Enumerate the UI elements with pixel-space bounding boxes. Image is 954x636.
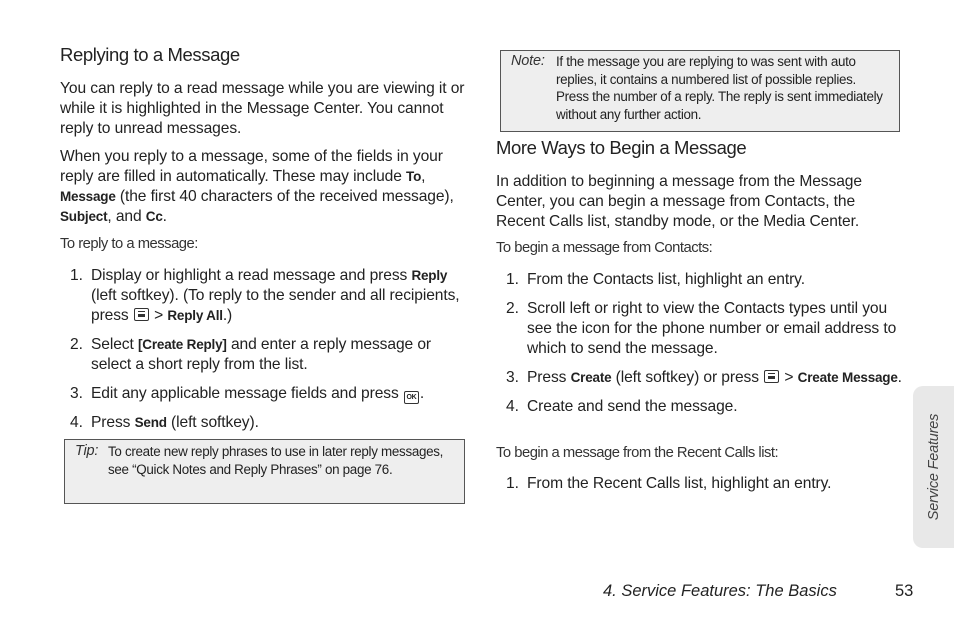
text-run: .) [222,307,233,324]
tip-label: Tip: [75,443,99,459]
text-run: . [897,369,902,386]
step-number: 1. [70,267,83,284]
text-run: , [421,168,426,185]
step-number: 4. [506,398,519,415]
menu-option-create-message: Create Message [797,370,898,385]
step-number: 3. [506,369,519,386]
list-item [496,299,908,359]
text-run: (left softkey). [166,414,259,431]
text-run: When you reply to a message, some of the fields in your reply are filled in automatically. These may include [60,148,443,185]
text-run: Create and send the message. [527,398,738,415]
page-number: 53 [895,582,914,600]
note-text: If the message you are replying to was sent with auto replies, it contains a numbered list of possible replies. Press the number of a reply. The reply is sent immediately without any further action. [556,54,883,122]
field-subject: Subject [60,209,108,224]
field-message: Message [60,189,116,204]
field-cc: Cc [145,209,163,224]
contacts-steps [496,270,908,417]
reply-steps [60,266,470,433]
section-side-tab [913,386,954,548]
text-run: Edit any applicable message fields and press [91,385,403,402]
text-run: . [419,385,425,402]
text-run: Press [527,369,571,386]
tip-box [64,439,465,504]
text-run: > [149,307,168,324]
text-run: > [780,369,798,386]
text-run: From the Contacts list, highlight an entry. [527,271,805,288]
text-run: From the Recent Calls list, highlight an entry. [527,475,832,492]
recent-calls-steps [496,474,908,494]
subhead-reply: To reply to a message: [60,236,198,252]
footer-section-title: 4. Service Features: The Basics [603,582,837,600]
text-run: Select [91,336,138,353]
section-heading-more-ways: More Ways to Begin a Message [496,137,747,158]
more-ways-paragraph: In addition to beginning a message from the Message Center, you can begin a message from Contacts, the Recent Calls list, standby mode, or the Media Center. [496,173,862,230]
list-item [60,266,470,326]
subhead-contacts: To begin a message from Contacts: [496,240,713,256]
text-run: , and [107,208,146,225]
text-run: Display or highlight a read message and press [91,267,412,284]
list-item [60,384,470,404]
list-item [496,368,908,388]
side-tab-label: Service Features [925,413,942,521]
list-item [496,270,908,290]
text-run: and enter a reply message or select a short reply from the list. [91,336,431,373]
text-run: (the first 40 characters of the received message), [115,188,454,205]
menu-key-icon [134,308,149,321]
step-number: 4. [70,414,83,431]
list-item [60,413,470,433]
text-run: Scroll left or right to view the Contacts types until you see the icon for the phone number or email address to which to send the message. [527,300,897,357]
list-item [60,335,470,375]
note-box [500,50,900,132]
text-run: (left softkey) or press [611,369,764,386]
list-item [496,397,908,417]
list-item [496,474,908,494]
softkey-send: Send [134,415,167,430]
field-to: To [406,169,422,184]
autofill-paragraph [60,147,468,227]
step-number: 3. [70,385,83,402]
menu-key-icon [764,370,779,383]
step-number: 2. [70,336,83,353]
subhead-recent-calls: To begin a message from the Recent Calls list: [496,445,779,461]
intro-paragraph: You can reply to a read message while you are viewing it or while it is highlighted in the Message Center. You cannot reply to unread messages. [60,80,465,137]
menu-option-reply-all: Reply All [167,308,223,323]
step-number: 1. [506,475,519,492]
option-create-reply: [Create Reply] [137,337,227,352]
step-number: 2. [506,300,519,317]
softkey-create: Create [570,370,612,385]
section-heading-replying: Replying to a Message [60,44,240,65]
text-run: Press [91,414,135,431]
ok-key-icon: OK [404,391,419,404]
text-run: (left softkey). (To reply to the sender and all recipients, press [91,287,460,324]
note-label: Note: [511,53,545,69]
softkey-reply: Reply [411,268,448,283]
text-run: . [162,208,167,225]
step-number: 1. [506,271,519,288]
tip-text: To create new reply phrases to use in later reply messages, see “Quick Notes and Reply Phrases” on page 76. [108,444,444,477]
